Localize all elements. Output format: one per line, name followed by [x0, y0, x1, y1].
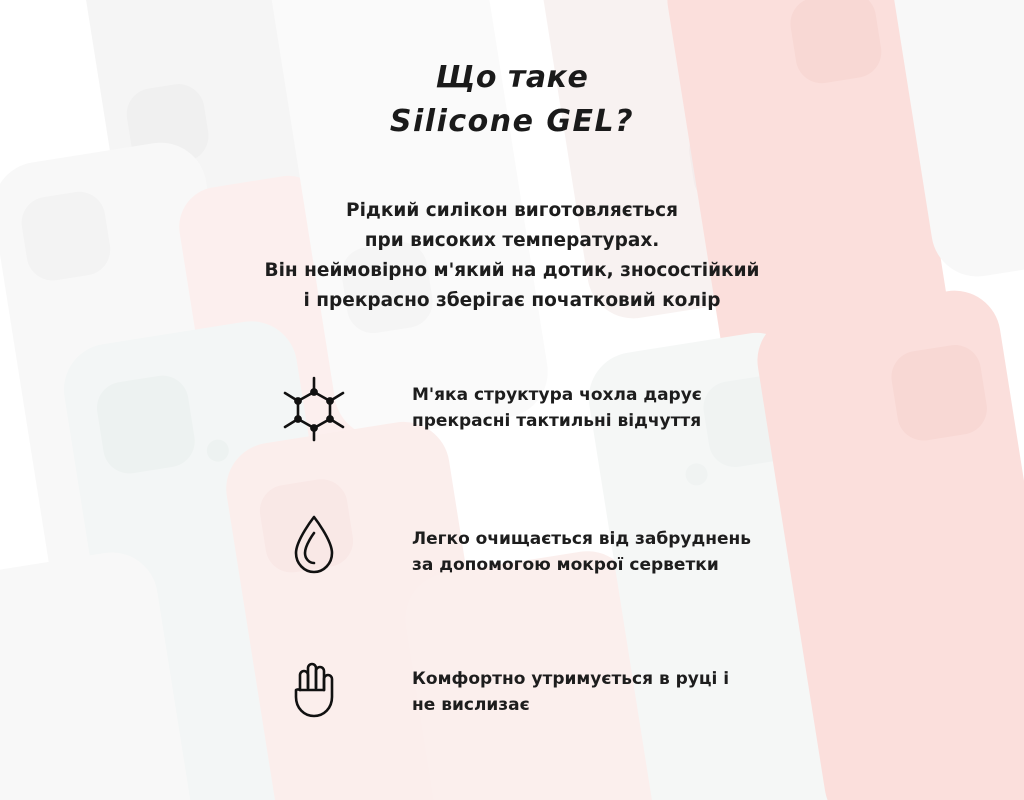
feature-list	[268, 368, 808, 788]
hand-icon	[268, 648, 360, 724]
lead-line-2: при високих температурах.	[364, 229, 660, 251]
feature-text	[360, 508, 808, 579]
molecule-icon	[268, 368, 360, 444]
feature-text	[360, 648, 808, 719]
feature-line-1: Комфортно утримується в руці і	[412, 669, 730, 689]
feature-line-1: Легко очищається від забруднень	[412, 529, 751, 549]
lead-line-1: Рідкий силікон виготовляється	[346, 200, 678, 221]
water-drop-icon	[268, 508, 360, 584]
title-line-1: Що таке	[435, 60, 589, 95]
feature-line-2: за допомогою мокрої серветки	[412, 555, 719, 576]
feature-item	[268, 648, 808, 788]
lead-line-3: Він неймовірно м'який на дотик, зносостійкий	[264, 259, 760, 281]
feature-line-1: М'яка структура чохла дарує	[412, 385, 702, 405]
page-title	[0, 56, 1024, 143]
lead-paragraph	[0, 196, 1024, 316]
lead-line-4: і прекрасно зберігає початковий колір	[303, 289, 721, 311]
feature-item	[268, 508, 808, 648]
feature-text	[360, 368, 808, 435]
feature-line-2: не вислизає	[412, 695, 530, 716]
title-line-2: Silicone GEL?	[389, 103, 635, 139]
feature-item	[268, 368, 808, 508]
feature-line-2: прекрасні тактильні відчуття	[412, 411, 702, 432]
